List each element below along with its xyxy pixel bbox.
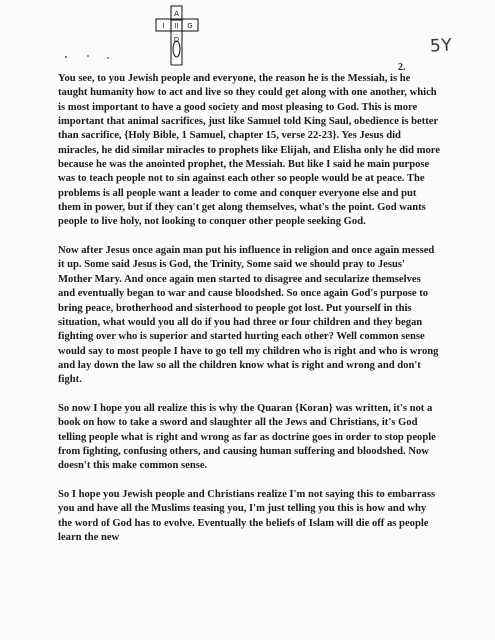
scan-dots-decoration [64, 52, 124, 62]
cross-emblem-icon [150, 4, 204, 68]
paragraph-3: So now I hope you all realize this is why the Quaran {Koran} was written, it's not a book on how to take a sword and slaughter all the Jews and Christians, it's God telling people what is right and wrong as far as doctrine goes in order to stop people from fighting, confusing others, and causing human suffering and bloodshed. Now doesn't this make common sense. [58, 402, 436, 472]
page-number: 2. [398, 62, 406, 73]
paragraph-1: You see, to you Jewish people and everyone, the reason he is the Messiah, is he taught humanity how to act and live so they could get along with one another, which is most important to have a good society and most pleasing to God. This is more important that animal sacrifices, just like Samuel told King Saul, obedience is better than sacrifice, {Holy Bible, 1 Samuel, chapter 15, verse 22-23}. Yes Jesus did miracles, he did similar miracles to prophets like Elijah, and Elisha only he did more because he was the anointed prophet, the Messiah. But like I said he main purpose was to teach people not to sin against each other so people would be at peace. The problems is all people want a leader to come and conquer everyone else and put them in power, but if they can't get along themselves, what's the point. God wants people to live holy, not looking to conquer other people seeking God. [58, 73, 440, 228]
paragraph-2: Now after Jesus once again man put his influence in religion and once again messed it up. Some said Jesus is God, the Trinity, Some said we should pray to Jesus' Mother Mary. And once again men started to disagree and secularize themselves and eventually began to war and cause bloodshed. So once again God's purpose to bring peace, brotherhood and sisterhood to people got lost. Put yourself in this situation, what would you all do if you had three or four children and they began fighting over who is superior and started hurting each other? Well common sense would say to most people I have to go tell my children who is right and who is wrong and lay down the law so all the children know what is right and wrong and don't fight. [58, 245, 439, 386]
letter-body [58, 72, 440, 560]
handwritten-page-number: 5Y [429, 35, 453, 57]
emblem-letter-center: II [174, 22, 179, 30]
emblem-letter-bottom: D [173, 36, 180, 44]
paragraph-4: So I hope you Jewish people and Christians realize I'm not saying this to embarrass you and have all the Muslims teasing you, I'm just telling you this is how and why the word of God has to evolve. Eventually the beliefs of Islam will die off as people learn the new [58, 488, 436, 543]
emblem-letter-right: G [187, 22, 193, 30]
emblem-letter-top: A [174, 10, 179, 18]
emblem-letter-left: I [162, 22, 165, 30]
